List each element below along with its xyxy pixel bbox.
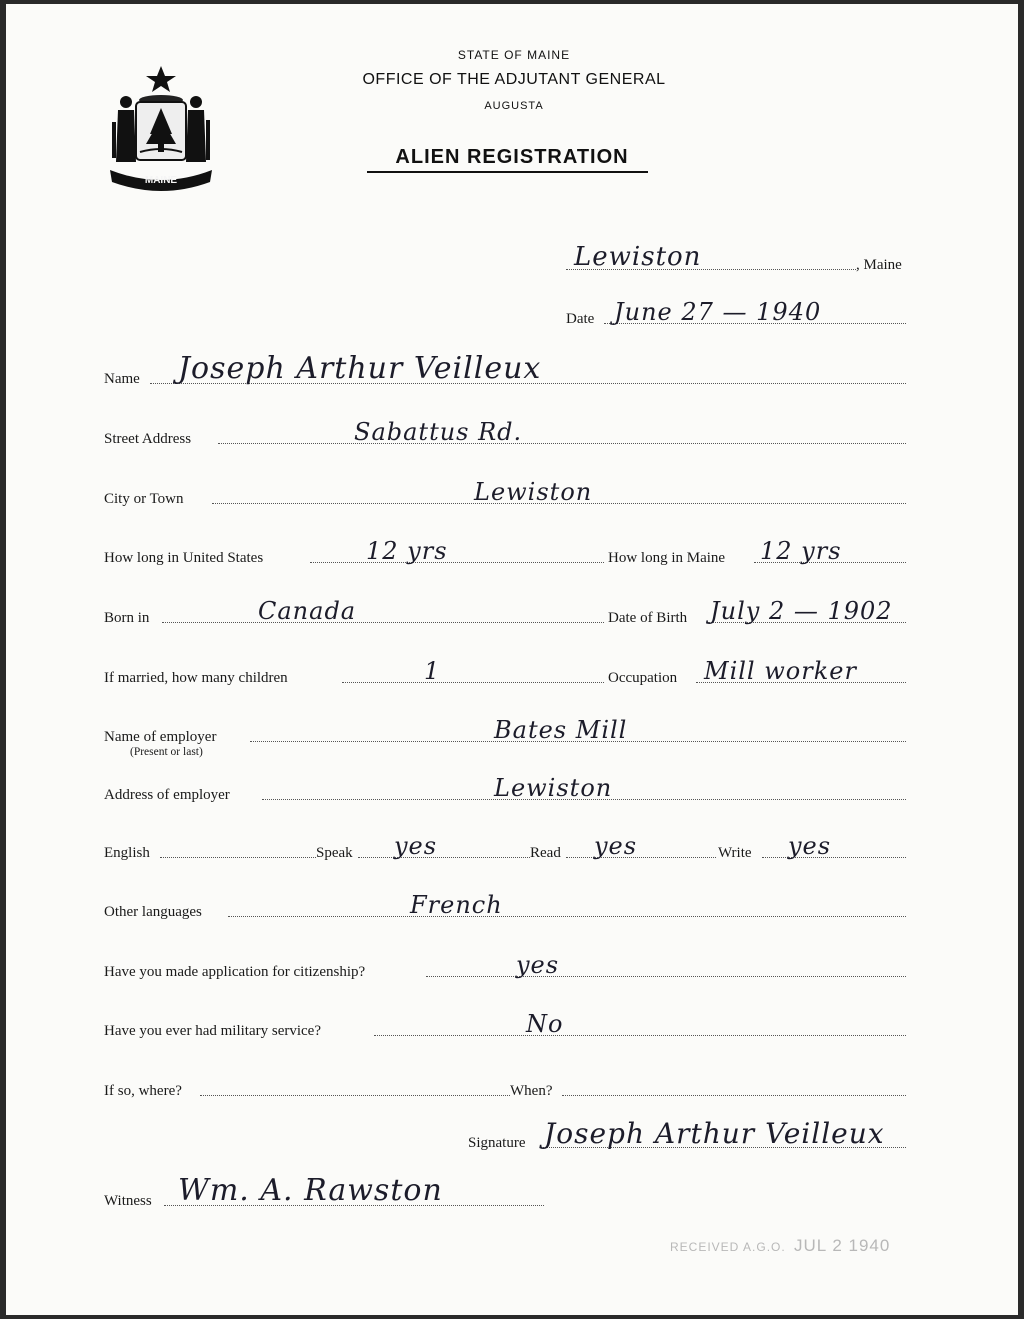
employer-address-row [104, 774, 906, 804]
employer-address-label: Address of employer [104, 787, 230, 803]
signature-label: Signature [468, 1135, 526, 1151]
read-value: yes [594, 832, 638, 860]
witness-value: Wm. A. Rawston [178, 1173, 443, 1208]
citizenship-value: yes [516, 951, 560, 979]
witness-row [104, 1173, 906, 1210]
citizenship-row [104, 951, 906, 981]
other-languages-label: Other languages [104, 904, 202, 920]
speak-label: Speak [316, 845, 353, 861]
speak-value: yes [394, 832, 438, 860]
date-value: June 27 — 1940 [614, 298, 822, 326]
svg-text:MAINE: MAINE [144, 175, 178, 186]
when-label: When? [510, 1083, 553, 1099]
us-duration-value: 12 yrs [366, 537, 448, 565]
place-row [104, 244, 906, 274]
maine-duration-value: 12 yrs [760, 537, 842, 565]
received-stamp-date: JUL 2 1940 [794, 1236, 891, 1255]
us-duration-label: How long in United States [104, 550, 264, 566]
title-underline [367, 171, 648, 173]
birth-row [104, 597, 906, 627]
born-label: Born in [104, 610, 150, 626]
occupation-value: Mill worker [704, 657, 857, 685]
city-row [104, 478, 906, 508]
street-value: Sabattus Rd. [354, 418, 523, 446]
write-label: Write [718, 845, 752, 861]
other-languages-value: French [410, 891, 503, 919]
dob-value: July 2 — 1902 [710, 597, 893, 625]
name-row [104, 351, 906, 388]
citizenship-label: Have you made application for citizenship? [104, 964, 366, 980]
signature-value: Joseph Arthur Veilleux [544, 1117, 885, 1150]
employer-label: Name of employer [104, 729, 217, 745]
date-row [104, 298, 906, 328]
date-label: Date [566, 311, 595, 327]
born-value: Canada [258, 597, 357, 625]
military-value: No [526, 1010, 564, 1038]
where-when-row [104, 1070, 906, 1100]
children-value: 1 [424, 657, 441, 685]
children-label: If married, how many children [104, 670, 288, 686]
witness-label: Witness [104, 1193, 152, 1209]
street-label: Street Address [104, 431, 192, 447]
employer-sublabel: (Present or last) [130, 746, 203, 758]
employer-row [104, 716, 906, 758]
english-label: English [104, 845, 150, 861]
maine-duration-label: How long in Maine [608, 550, 726, 566]
where-label: If so, where? [104, 1083, 182, 1099]
street-row [104, 418, 906, 448]
employer-address-value: Lewiston [494, 774, 613, 802]
form-title: ALIEN REGISTRATION [395, 146, 629, 168]
military-row [104, 1010, 906, 1040]
name-label: Name [104, 371, 140, 387]
other-languages-row [104, 891, 906, 921]
english-row [104, 832, 906, 862]
registration-form-page [6, 4, 1018, 1315]
employer-value: Bates Mill [494, 716, 628, 744]
maine-label: , Maine [856, 257, 902, 273]
header-city: AUGUSTA [484, 100, 544, 112]
header-office: OFFICE OF THE ADJUTANT GENERAL [362, 71, 666, 88]
signature-row [104, 1117, 906, 1152]
children-row [104, 657, 906, 687]
occupation-label: Occupation [608, 670, 678, 686]
military-label: Have you ever had military service? [104, 1023, 321, 1039]
name-value: Joseph Arthur Veilleux [178, 351, 542, 386]
city-label: City or Town [104, 491, 184, 507]
received-stamp-label: RECEIVED A.G.O. [670, 1240, 786, 1254]
duration-row [104, 537, 906, 567]
write-value: yes [788, 832, 832, 860]
header-state: STATE OF MAINE [457, 48, 571, 62]
place-value: Lewiston [574, 242, 702, 272]
city-value: Lewiston [474, 478, 593, 506]
dob-label: Date of Birth [608, 610, 688, 626]
read-label: Read [530, 845, 561, 861]
